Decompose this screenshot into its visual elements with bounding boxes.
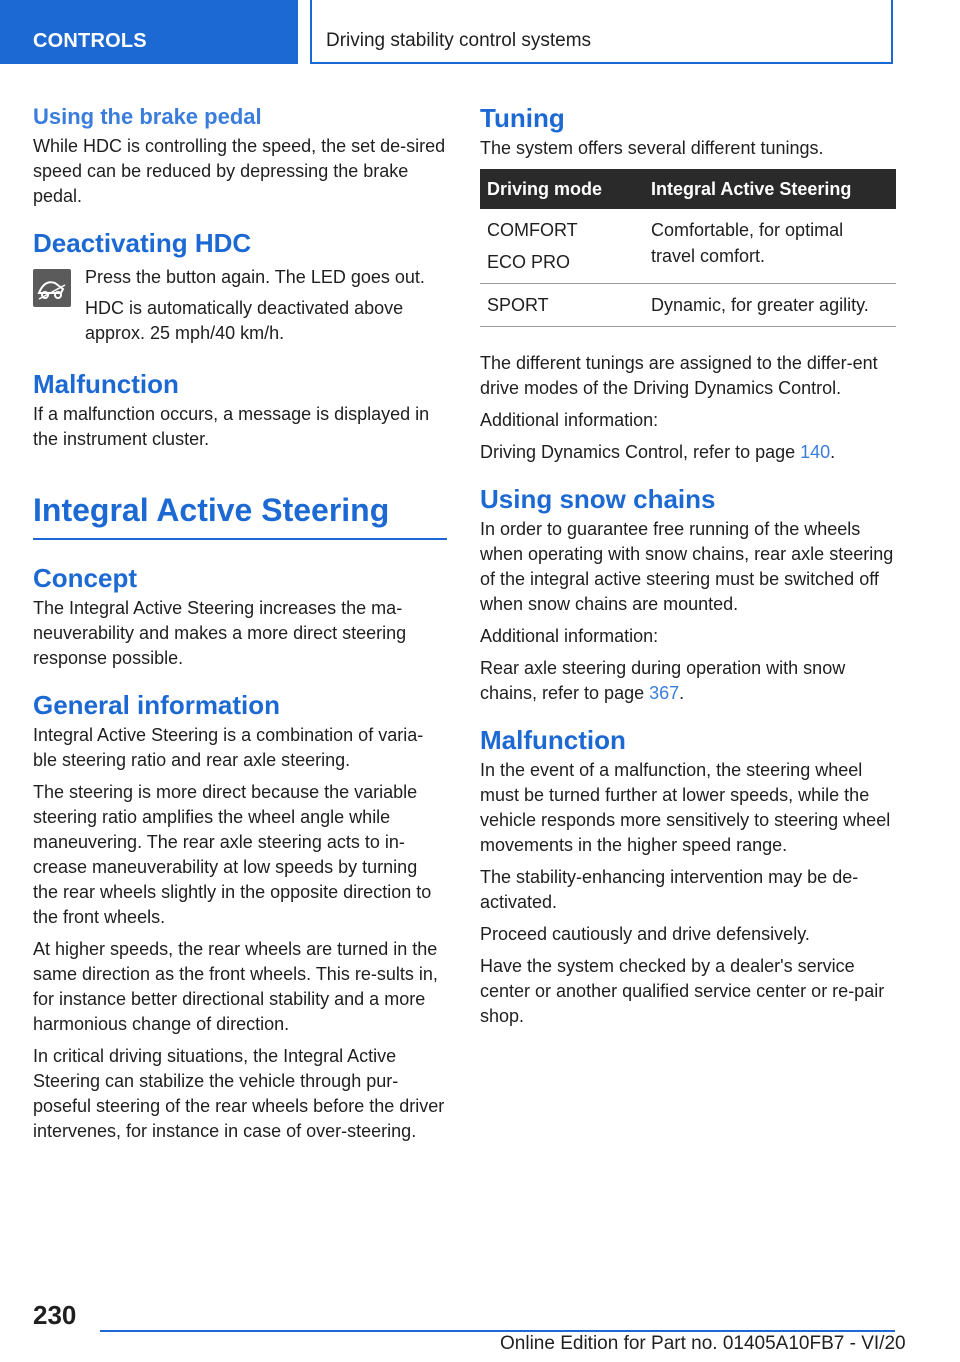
table-cell-mode: SPORT xyxy=(480,284,644,327)
brake-heading: Using the brake pedal xyxy=(33,104,262,129)
deactivating-line1: Press the button again. The LED goes out. xyxy=(85,267,425,287)
tuning-p1: The different tunings are assigned to the differ-ent drive modes of the Driving Dynamics Control. xyxy=(480,353,878,398)
hdc-button-icon xyxy=(33,269,71,307)
tuning-p2: Additional information: xyxy=(480,410,659,430)
deactivating-line2: HDC is automatically deactivated above approx. 25 mph/40 km/h. xyxy=(85,298,404,343)
brake-text: While HDC is controlling the speed, the set de-sired speed can be reduced by depressing the brake pedal. xyxy=(33,136,446,206)
tuning-intro: The system offers several different tunings. xyxy=(480,138,824,158)
right-column xyxy=(480,100,896,1029)
footer-divider xyxy=(100,1330,895,1332)
section-tab xyxy=(0,0,298,64)
table-header-row xyxy=(480,169,896,209)
tuning-p3: Driving Dynamics Control, refer to page 140. xyxy=(480,442,836,462)
snow-p1: In order to guarantee free running of the wheels when operating with snow chains, rear axle steering of the integral active steering must be switched off when snow chains are mounted. xyxy=(480,519,894,614)
snow-p2: Additional information: xyxy=(480,626,659,646)
malfunction-text: If a malfunction occurs, a message is displayed in the instrument cluster. xyxy=(33,404,430,449)
malfunction-p2: The stability-enhancing intervention may be de-activated. xyxy=(480,867,859,912)
table-row xyxy=(480,284,896,327)
page-link-140[interactable]: 140 xyxy=(800,442,831,462)
malfunction-heading-right: Malfunction xyxy=(480,725,626,755)
snow-p3: Rear axle steering during operation with snow chains, refer to page 367. xyxy=(480,658,846,703)
section-title: CONTROLS xyxy=(33,30,147,52)
edition-text: Online Edition for Part no. 01405A10FB7 - VI/20 xyxy=(500,1333,906,1354)
malfunction-p3: Proceed cautiously and drive defensively. xyxy=(480,924,810,944)
general-p1: Integral Active Steering is a combination of varia-ble steering ratio and rear axle steering. xyxy=(33,725,424,770)
table-cell-mode: COMFORT ECO PRO xyxy=(480,209,644,284)
chapter-title: Driving stability control systems xyxy=(326,30,592,51)
ias-heading: Integral Active Steering xyxy=(33,488,447,540)
general-p2: The steering is more direct because the variable steering ratio amplifies the wheel angle while maneuvering. The rear axle steering acts to in-crease maneuverability at low speeds by turning the rear wheels slightly in the opposite direction to the front wheels. xyxy=(33,782,432,927)
hdc-instruction xyxy=(33,265,447,346)
concept-text: The Integral Active Steering increases the ma-neuverability and makes a more direct steering response possible. xyxy=(33,598,407,668)
chapter-header xyxy=(310,0,893,64)
page-link-367[interactable]: 367 xyxy=(649,683,680,703)
tuning-table xyxy=(480,169,896,327)
page-number: 230 xyxy=(33,1300,77,1330)
table-cell-desc: Dynamic, for greater agility. xyxy=(644,284,896,327)
table-header-mode: Driving mode xyxy=(480,169,644,209)
general-heading: General information xyxy=(33,690,281,720)
malfunction-heading: Malfunction xyxy=(33,369,179,399)
general-p3: At higher speeds, the rear wheels are turned in the same direction as the front wheels. This re-sults in, for instance better directional stability and a more harmonious change of direction. xyxy=(33,939,438,1034)
tuning-heading: Tuning xyxy=(480,103,565,133)
deactivating-heading: Deactivating HDC xyxy=(33,228,252,258)
general-p4: In critical driving situations, the Integral Active Steering can stabilize the vehicle through pur-poseful steering of the rear wheels before the driver intervenes, for instance in case of over-steering. xyxy=(33,1046,445,1141)
table-header-steering: Integral Active Steering xyxy=(644,169,896,209)
snow-heading: Using snow chains xyxy=(480,484,716,514)
malfunction-p1: In the event of a malfunction, the steering wheel must be turned further at lower speeds, while the vehicle responds more sensitively to steering wheel movements in the higher speed range. xyxy=(480,760,891,855)
concept-heading: Concept xyxy=(33,563,137,593)
table-row xyxy=(480,209,896,284)
left-column xyxy=(33,100,447,1144)
table-cell-desc: Comfortable, for optimal travel comfort. xyxy=(644,209,896,284)
malfunction-p4: Have the system checked by a dealer's service center or another qualified service center or re-pair shop. xyxy=(480,956,885,1026)
